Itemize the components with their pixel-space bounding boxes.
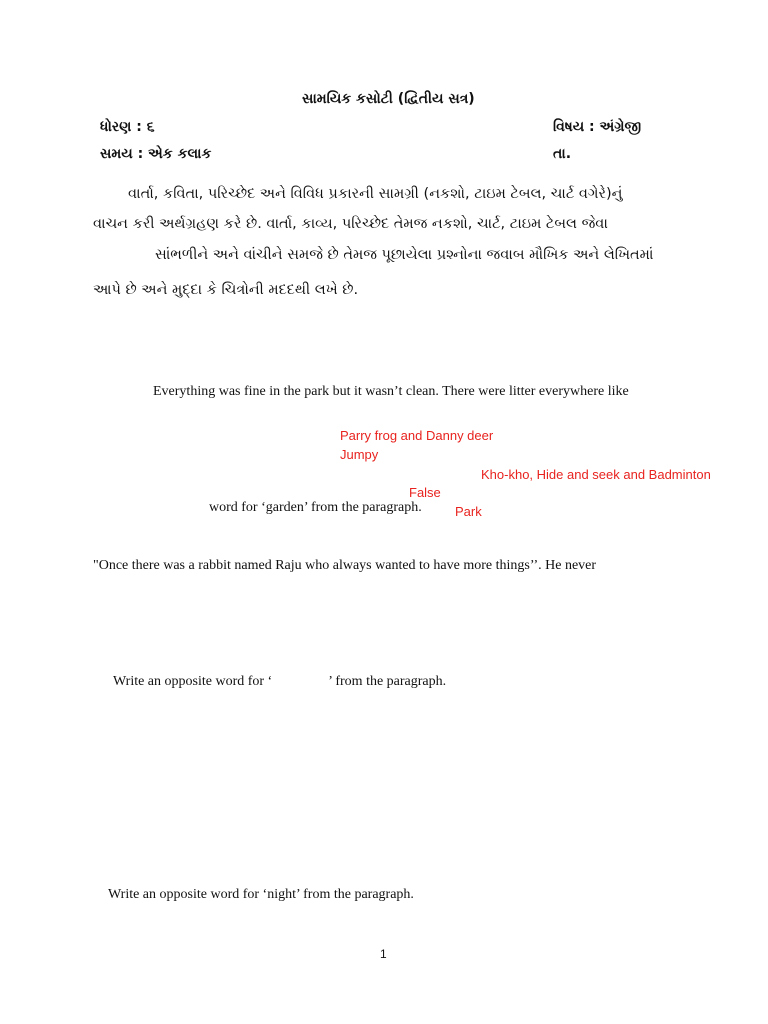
opposite-question-1-start: Write an opposite word for ‘ xyxy=(113,674,273,689)
answer-1: Parry frog and Danny deer xyxy=(340,428,494,443)
opposite-question-2: Write an opposite word for ‘night’ from the paragraph. xyxy=(108,887,414,902)
opposite-question-1 xyxy=(113,674,446,690)
passage-2-line: "Once there was a rabbit named Raju who always wanted to have more things’’. He never xyxy=(93,558,597,573)
date-label: તા. xyxy=(553,146,572,162)
page-number: 1 xyxy=(380,947,387,961)
synonym-question: word for ‘garden’ from the paragraph. xyxy=(209,500,422,515)
time-label: સમય : એક કલાક xyxy=(100,146,212,162)
intro-line-4: આપે છે અને મુદ્દા કે ચિત્રોની મદદથી લખે છે. xyxy=(93,282,359,298)
intro-line-1: વાર્તા, કવિતા, પરિચ્છેદ અને વિવિધ પ્રકારની સામગ્રી (નકશો, ટાઇમ ટેબલ, ચાર્ટ વગેરે)નું xyxy=(128,186,623,202)
answer-3: Kho-kho, Hide and seek and Badminton xyxy=(481,467,711,482)
answer-5: Park xyxy=(455,504,482,519)
intro-line-2: વાચન કરી અર્થગ્રહણ કરે છે. વાર્તા, કાવ્ય, પરિચ્છેદ તેમજ નકશો, ચાર્ટ, ટાઇમ ટેબલ જેવા xyxy=(93,216,608,232)
subject-label: વિષય : અંગ્રેજી xyxy=(553,119,642,135)
standard-label: ધોરણ : ૬ xyxy=(100,119,155,135)
passage-1-line: Everything was fine in the park but it wasn’t clean. There were litter everywhere like xyxy=(153,384,629,399)
opposite-question-1-end: ’ from the paragraph. xyxy=(328,674,447,689)
exam-title: સામયિક કસોટી (દ્વિતીય સત્ર) xyxy=(302,91,475,107)
answer-2: Jumpy xyxy=(340,447,379,462)
intro-line-3: સાંભળીને અને વાંચીને સમજે છે તેમજ પૂછાયેલા પ્રશ્નોના જવાબ મૌખિક અને લેખિતમાં xyxy=(155,247,654,263)
answer-4: False xyxy=(409,485,441,500)
